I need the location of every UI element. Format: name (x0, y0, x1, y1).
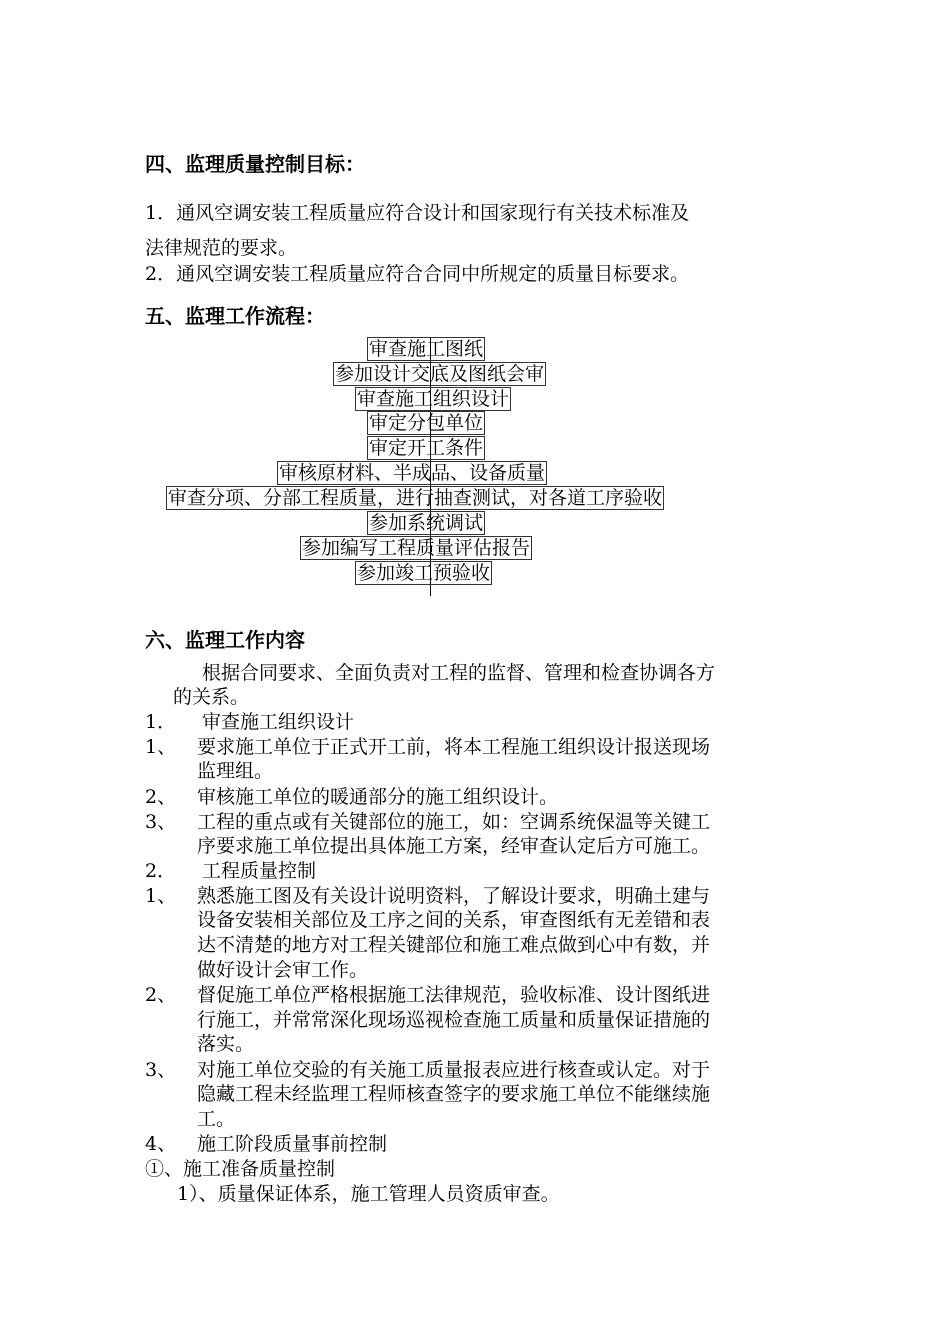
subsection-c1: ①、施工准备质量控制 (145, 1158, 336, 1180)
flow-step-2: 参加设计交底及图纸会审 (335, 363, 545, 385)
item-a1-number: 1、 (145, 736, 177, 758)
item-b3-line-2: 隐藏工程未经监理工程师核查签字的要求施工单位不能继续施 (197, 1083, 711, 1105)
intro-line-1: 根据合同要求、全面负责对工程的监督、管理和检查协调各方 (202, 662, 716, 684)
flow-step-9: 参加编写工程质量评估报告 (302, 537, 531, 559)
item-a2-number: 2、 (145, 786, 177, 808)
heading-1-text: 审查施工组织设计 (202, 711, 355, 733)
item-b1-line-4: 做好设计会审工作。 (197, 959, 369, 981)
item-b1-line-3: 达不清楚的地方对工程关键部位和施工难点做到心中有数，并 (197, 934, 711, 956)
flow-step-4: 审定分包单位 (369, 412, 484, 434)
item-b3-number: 3、 (145, 1059, 177, 1081)
section-5-title: 五、监理工作流程： (145, 304, 325, 328)
item-a3-number: 3、 (145, 811, 177, 833)
item-b2-line-1: 督促施工单位严格根据施工法律规范，验收标准、设计图纸进 (197, 984, 711, 1006)
section-4-item-1-line-1: 1．通风空调安装工程质量应符合设计和国家现行有关技术标准及 (145, 202, 690, 224)
heading-1-number: 1． (145, 711, 177, 733)
item-b4-text: 施工阶段质量事前控制 (197, 1133, 388, 1155)
item-a1-line-2: 监理组。 (197, 760, 274, 782)
flow-step-3: 审查施工组织设计 (357, 388, 510, 410)
item-b1-number: 1、 (145, 885, 177, 907)
flow-step-5: 审定开工条件 (369, 437, 484, 459)
item-b2-line-3: 落实。 (197, 1033, 255, 1055)
item-a3-line-2: 序要求施工单位提出具体施工方案，经审查认定后方可施工。 (197, 835, 711, 857)
heading-2-number: 2． (145, 860, 177, 882)
flow-step-8: 参加系统调试 (369, 512, 484, 534)
section-4-item-2: 2．通风空调安装工程质量应符合合同中所规定的质量目标要求。 (145, 263, 690, 285)
item-a2-line-1: 审核施工单位的暖通部分的施工组织设计。 (197, 786, 559, 808)
flow-step-10: 参加竣工预验收 (357, 562, 491, 584)
item-b2-line-2: 行施工，并常常深化现场巡视检查施工质量和质量保证措施的 (197, 1009, 711, 1031)
flow-step-7: 审查分项、分部工程质量，进行抽查测试，对各道工序验收 (168, 487, 663, 509)
intro-line-2: 的关系。 (173, 686, 250, 708)
item-b1-line-1: 熟悉施工图及有关设计说明资料，了解设计要求，明确土建与 (197, 885, 711, 907)
flow-step-1: 审查施工图纸 (369, 338, 484, 360)
item-b3-line-3: 工。 (197, 1108, 236, 1130)
item-a3-line-1: 工程的重点或有关键部位的施工，如：空调系统保温等关键工 (197, 811, 711, 833)
item-a1-line-1: 要求施工单位于正式开工前，将本工程施工组织设计报送现场 (197, 736, 711, 758)
item-b3-line-1: 对施工单位交验的有关施工质量报表应进行核查或认定。对于 (197, 1059, 711, 1081)
item-b2-number: 2、 (145, 984, 177, 1006)
section-4-title: 四、监理质量控制目标： (145, 152, 365, 176)
heading-2-text: 工程质量控制 (202, 860, 317, 882)
item-b1-line-2: 设备安装相关部位及工序之间的关系，审查图纸有无差错和表 (197, 909, 711, 931)
section-4-item-1-line-2: 法律规范的要求。 (145, 237, 298, 259)
item-b4-number: 4、 (145, 1133, 177, 1155)
subsection-c1-item-1: 1）、质量保证体系，施工管理人员资质审查。 (177, 1183, 560, 1205)
flow-step-6: 审核原材料、半成品、设备质量 (279, 462, 546, 484)
section-6-title: 六、监理工作内容 (145, 628, 305, 652)
